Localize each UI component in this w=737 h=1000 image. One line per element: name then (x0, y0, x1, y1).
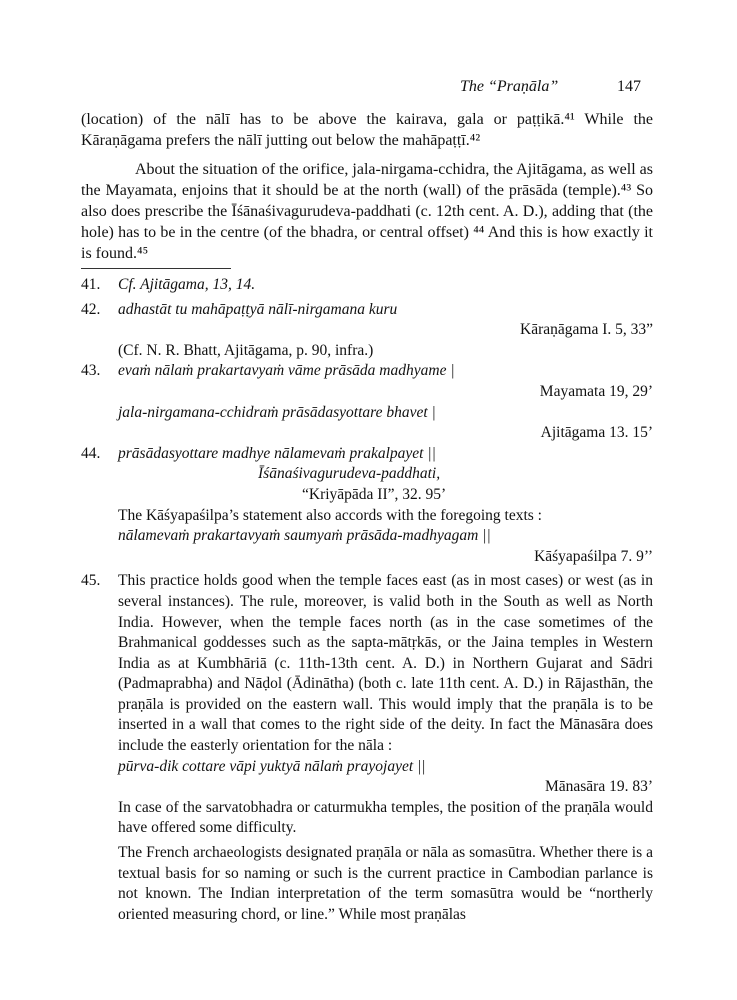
footnote-41 (81, 275, 653, 296)
quote-line: prāsādasyottare madhye nālamevaṁ prakalpayet || (118, 444, 436, 462)
page-number: 147 (617, 78, 641, 95)
footnotes (81, 275, 653, 925)
note-paragraph: The French archaeologists designated praṇāla or nāla as somasūtra. Whether there is a textual basis for so naming or such is the current practice in Cambodian parlance is not known. The Indian interpretation of the term somasūtra would be “northerly oriented measuring chord, or line.” While most praṇālas (118, 844, 653, 923)
quote-line: jala-nirgamana-cchidraṁ prāsādasyottare bhavet | (118, 403, 436, 421)
running-title: The “Praṇāla” (460, 78, 559, 95)
footnote-number: 43. (81, 362, 101, 380)
source-reference: Kāśyapaśilpa 7. 9’’ (534, 547, 653, 565)
source-reference: “Kriyāpāda II”, 32. 95’ (302, 485, 447, 503)
footnote-44 (81, 444, 653, 568)
source-reference: Mānasāra 19. 83’ (544, 778, 653, 796)
running-header (460, 78, 660, 96)
footnote-number: 41. (81, 276, 101, 293)
citation-line: (Cf. N. R. Bhatt, Ajitāgama, p. 90, infra.) (118, 341, 374, 359)
footnote-43 (81, 361, 653, 443)
paragraph-1: (location) of the nālī has to be above the kairava, gala or paṭṭikā.⁴¹ While the Kāraṇāgama prefers the nālī jutting out below the mahāpaṭṭī.⁴² (81, 111, 653, 149)
footnote-text: Cf. Ajitāgama, 13, 14. (118, 276, 256, 293)
source-reference: Kāraṇāgama I. 5, 33” (520, 321, 653, 339)
quote-line: pūrva-dik cottare vāpi yuktyā nālaṁ prayojayet || (118, 757, 426, 775)
paragraph-2: About the situation of the orifice, jala-nirgama-cchidra, the Ajitāgama, as well as the Mayamata, enjoins that it should be at the north (wall) of the prāsāda (temple).⁴³ So also does prescribe the Īśānaśivagurudeva-paddhati (c. 12th cent. A. D.), adding that (the hole) has to be in the centre (of the bhadra, or central offset) ⁴⁴ And this is how exactly it is found.⁴⁵ (81, 161, 653, 262)
quote-line: nālamevaṁ prakartavyaṁ saumyaṁ prāsāda-madhyagam || (118, 527, 491, 545)
main-text (81, 109, 653, 264)
note-paragraph: In case of the sarvatobhadra or caturmukha temples, the position of the praṇāla would have offered some difficulty. (118, 798, 653, 837)
footnote-rule (81, 268, 231, 269)
source-reference: Īśānaśivagurudeva-paddhati, (258, 465, 441, 483)
footnote-45 (81, 571, 653, 925)
footnote-number: 45. (81, 572, 101, 590)
footnote-number: 44. (81, 444, 101, 462)
quote-line: evaṁ nālaṁ prakartavyaṁ vāme prāsāda madhyame | (118, 362, 455, 380)
footnote-42 (81, 300, 653, 362)
quote-line: adhastāt tu mahāpaṭṭyā nālī-nirgamana kuru (118, 300, 398, 318)
note-paragraph: This practice holds good when the temple faces east (as in most cases) or west (as in several instances). The rule, moreover, is valid both in the South as well as North India. However, when the temple faces north (as in the case sometimes of the Brahmanical goddesses such as the sapta-mātṛkās, or the Jaina temples in Western India as at Kumbhāriā (c. 11th-13th cent. A. D.) in Northern Gujarat and Sādri (Padmaprabha) and Nāḍol (Ādinātha) (both c. late 11th cent. A. D.) in Rājasthān, the praṇāla is provided on the eastern wall. This would imply that the praṇāla is to be inserted in a wall that comes to the right side of the deity. In fact the Mānasāra does include the easterly orientation for the nāla : (118, 572, 653, 755)
source-reference: Mayamata 19, 29’ (539, 382, 653, 400)
footnote-number: 42. (81, 300, 101, 318)
note-text: The Kāśyapaśilpa’s statement also accords with the foregoing texts : (118, 506, 542, 524)
source-reference: Ajitāgama 13. 15’ (540, 424, 653, 442)
